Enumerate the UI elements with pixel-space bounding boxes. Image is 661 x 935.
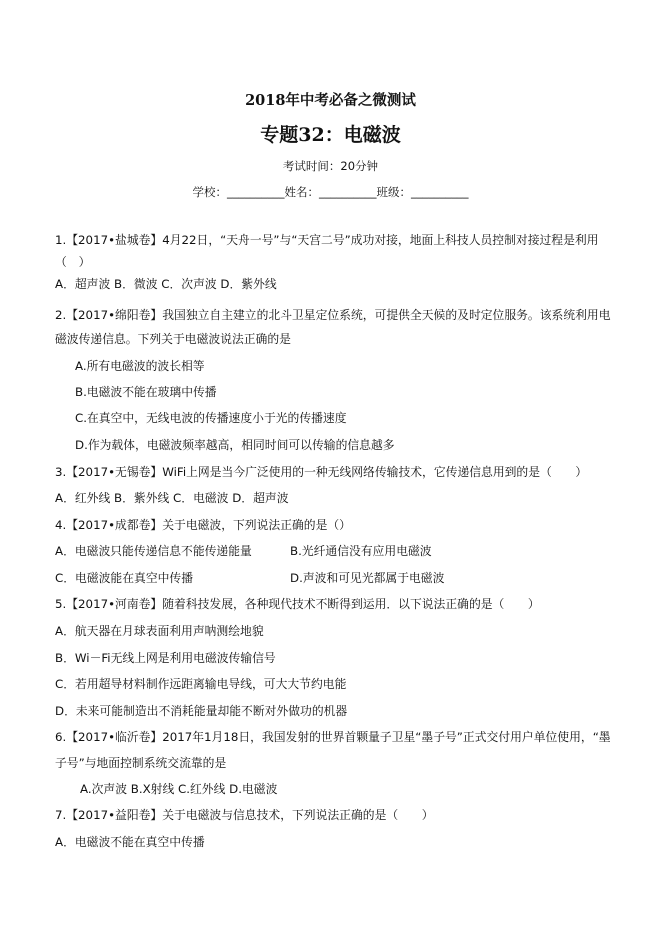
- question-4-option-a: A．电磁波只能传递信息不能传递能量: [55, 544, 252, 558]
- question-1: 1.【2017•盐城卷】4月22日，“天舟一号”与“天宫二号”成功对接，地面上科技人员控制对接过程是利用: [55, 233, 599, 247]
- student-info-fields: 学校：__________姓名：__________班级：__________: [192, 185, 469, 199]
- question-4-option-c: C．电磁波能在真空中传播: [55, 571, 194, 585]
- question-2-option-b: B.电磁波不能在玻璃中传播: [75, 385, 217, 399]
- question-2-cont: 磁波传递信息。下列关于电磁波说法正确的是: [55, 332, 291, 346]
- question-7-option-a: A．电磁波不能在真空中传播: [55, 835, 205, 849]
- exam-time: 考试时间：20分钟: [282, 159, 379, 173]
- question-2-option-c: C.在真空中，无线电波的传播速度小于光的传播速度: [75, 411, 347, 425]
- question-6-cont: 子号”与地面控制系统交流靠的是: [55, 756, 227, 770]
- question-5-option-d: D．未来可能制造出不消耗能量却能不断对外做功的机器: [55, 704, 348, 718]
- question-3-options: A．红外线 B．紫外线 C．电磁波 D．超声波: [55, 491, 289, 505]
- question-2: 2.【2017•绵阳卷】我国独立自主建立的北斗卫星定位系统，可提供全天候的及时定位服务。该系统利用电: [55, 308, 611, 322]
- question-4-option-d: D.声波和可见光都属于电磁波: [290, 571, 445, 585]
- question-5-option-c: C．若用超导材料制作远距离输电导线，可大大节约电能: [55, 677, 347, 691]
- question-4-option-b: B.光纤通信没有应用电磁波: [290, 544, 432, 558]
- question-5: 5.【2017•河南卷】随着科技发展，各种现代技术不断得到运用．以下说法正确的是（ ）: [55, 597, 540, 611]
- question-5-option-b: B．Wi－Fi无线上网是利用电磁波传输信号: [55, 651, 276, 665]
- question-3: 3.【2017•无锡卷】WiFi上网是当今广泛使用的一种无线网络传输技术，它传递信息用到的是（ ）: [55, 465, 588, 479]
- document-subtitle: 专题32：电磁波: [260, 124, 401, 146]
- question-2-option-d: D.作为载体，电磁波频率越高，相同时间可以传输的信息越多: [75, 438, 395, 452]
- question-5-option-a: A．航天器在月球表面利用声呐测绘地貌: [55, 624, 264, 638]
- document-title: 2018年中考必备之微测试: [245, 92, 416, 109]
- question-7: 7.【2017•益阳卷】关于电磁波与信息技术，下列说法正确的是（ ）: [55, 808, 434, 822]
- question-1-blank: （ ）: [55, 255, 91, 269]
- question-6-options: A.次声波 B.X射线 C.红外线 D.电磁波: [80, 782, 278, 796]
- question-2-option-a: A.所有电磁波的波长相等: [75, 359, 205, 373]
- question-1-options: A．超声波 B．微波 C．次声波 D．紫外线: [55, 277, 277, 291]
- question-6: 6.【2017•临沂卷】2017年1月18日，我国发射的世界首颗量子卫星“墨子号”正式交付用户单位使用，“墨: [55, 730, 611, 744]
- question-4: 4.【2017•成都卷】关于电磁波，下列说法正确的是（）: [55, 518, 351, 532]
